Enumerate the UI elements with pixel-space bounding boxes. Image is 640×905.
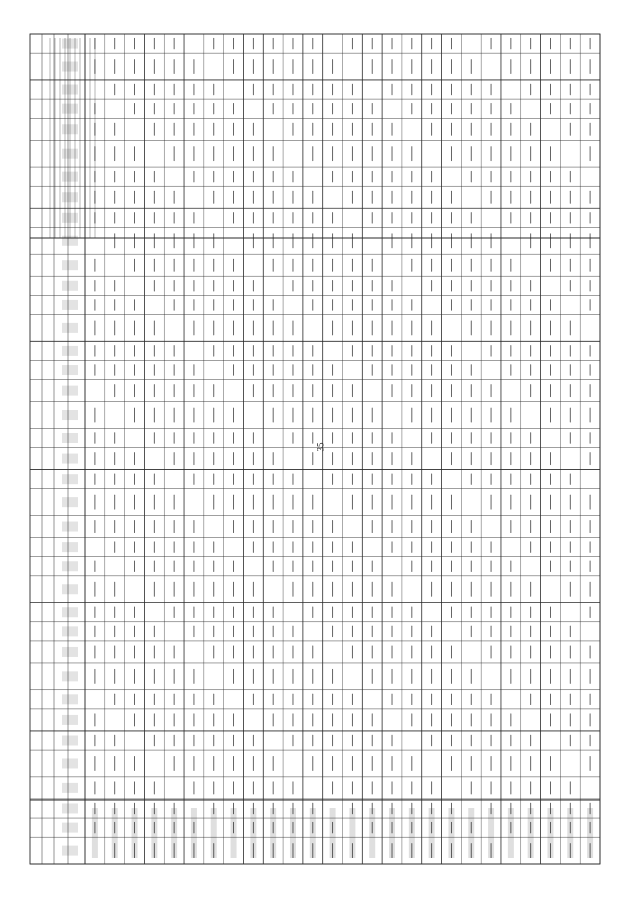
program-name-cell	[508, 808, 514, 858]
column-header-cell	[62, 410, 78, 420]
program-name-cell	[349, 808, 355, 858]
column-header-cell	[62, 300, 78, 310]
column-header-cell	[62, 474, 78, 484]
program-name-cell	[132, 808, 138, 858]
program-name-cell	[112, 808, 118, 858]
program-name-cell	[231, 808, 237, 858]
program-name-cell	[528, 808, 534, 858]
column-header-cell	[62, 584, 78, 594]
program-name-cell	[488, 808, 494, 858]
column-header-cell	[62, 104, 78, 114]
program-name-cell	[409, 808, 415, 858]
column-header-cell	[62, 39, 78, 49]
program-name-cell	[151, 808, 157, 858]
program-name-cell	[270, 808, 276, 858]
table-frame	[30, 34, 600, 864]
column-header-cell	[62, 758, 78, 768]
program-name-cell	[567, 808, 573, 858]
program-name-cell	[448, 808, 454, 858]
column-header-cell	[62, 85, 78, 95]
column-header-cell	[62, 626, 78, 636]
column-header-cell	[62, 323, 78, 333]
program-name-cell	[468, 808, 474, 858]
column-header-cell	[62, 736, 78, 746]
column-header-cell	[62, 715, 78, 725]
column-header-cell	[62, 522, 78, 532]
column-header-cell	[62, 62, 78, 72]
program-name-cell	[330, 808, 336, 858]
column-header-cell	[62, 783, 78, 793]
column-header-cell	[62, 497, 78, 507]
column-header-cell	[62, 803, 78, 813]
column-header-cell	[62, 823, 78, 833]
program-name-cell	[369, 808, 375, 858]
column-header-cell	[62, 281, 78, 291]
program-name-cell	[211, 808, 217, 858]
column-header-cell	[62, 671, 78, 681]
column-header-cell	[62, 213, 78, 223]
column-header-cell	[62, 846, 78, 856]
column-header-cell	[62, 236, 78, 246]
program-name-cell	[191, 808, 197, 858]
program-name-cell	[547, 808, 553, 858]
column-header-cell	[62, 607, 78, 617]
program-name-cell	[310, 808, 316, 858]
program-name-cell	[587, 808, 593, 858]
page-number: 35	[315, 442, 326, 452]
column-header-cell	[62, 346, 78, 356]
column-header-cell	[62, 647, 78, 657]
column-header-cell	[62, 149, 78, 159]
program-name-cell	[250, 808, 256, 858]
column-header-cell	[62, 454, 78, 464]
program-name-cell	[171, 808, 177, 858]
column-header-cell	[62, 694, 78, 704]
column-header-cell	[62, 433, 78, 443]
column-header-cell	[62, 124, 78, 134]
program-name-cell	[389, 808, 395, 858]
column-header-cell	[62, 386, 78, 396]
column-header-cell	[62, 365, 78, 375]
column-header-cell	[62, 260, 78, 270]
program-name-cell	[429, 808, 435, 858]
column-header-cell	[62, 542, 78, 552]
column-header-cell	[62, 561, 78, 571]
column-header-cell	[62, 192, 78, 202]
column-header-cell	[62, 172, 78, 182]
program-name-cell	[290, 808, 296, 858]
program-name-cell	[92, 808, 98, 858]
